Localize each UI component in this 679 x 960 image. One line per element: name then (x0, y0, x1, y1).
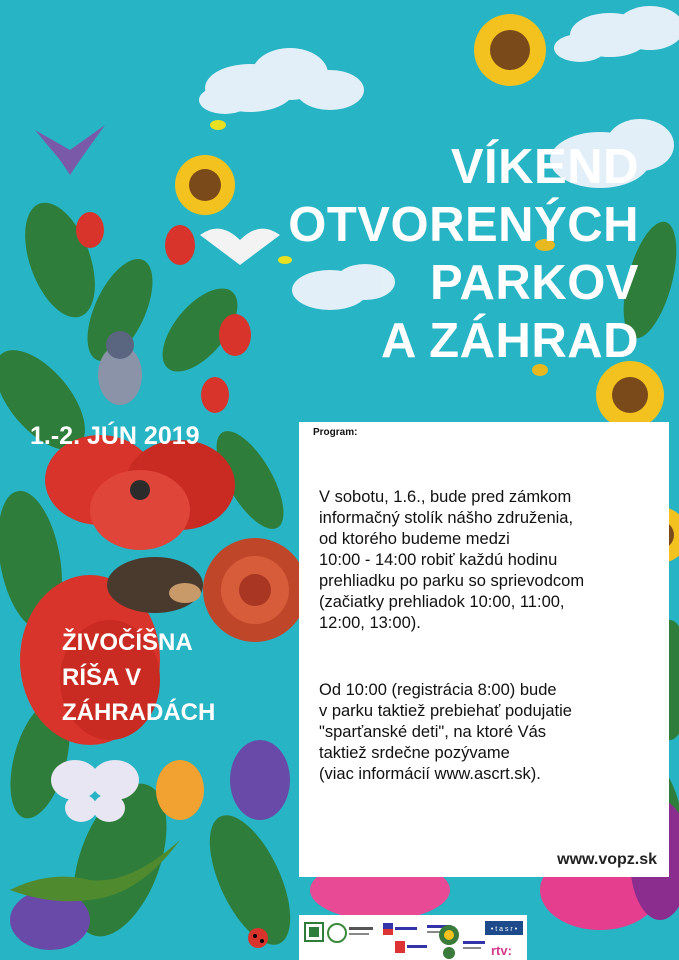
slovak-emblem-logo (395, 941, 427, 953)
program-line: od ktorého budeme medzi (319, 530, 510, 548)
sponsor-logos (299, 915, 527, 960)
swallow (35, 125, 105, 175)
program-label: Program: (313, 427, 358, 438)
ladybug (248, 928, 268, 948)
theme-line: ŽIVOČÍŠNA (62, 629, 193, 656)
rtv-logo (491, 943, 512, 958)
sunflower-top (474, 14, 546, 86)
title-line: VÍKEND (450, 140, 639, 194)
program-paragraph-1 (319, 487, 584, 634)
program-line: 12:00, 13:00). (319, 614, 421, 632)
event-date: 1.-2. JÚN 2019 (30, 422, 200, 450)
program-line: (viac informácií www.ascrt.sk). (319, 765, 541, 783)
program-line: taktiež srdečne pozývame (319, 744, 510, 762)
tasr-logo-text: • t a s r • (490, 926, 518, 933)
theme-line: ZÁHRADÁCH (62, 699, 216, 726)
poppy-top (45, 435, 235, 550)
event-title (288, 138, 639, 370)
program-line: (začiatky prehliadok 10:00, 11:00, (319, 593, 565, 611)
program-line: 10:00 - 14:00 robiť každú hodinu (319, 551, 558, 569)
program-line: prehliadku po parku so sprievodcom (319, 572, 585, 590)
title-line: A ZÁHRAD (380, 314, 639, 368)
marigold (203, 538, 307, 642)
sunflower-left (175, 155, 235, 215)
cloud-top-right (554, 6, 679, 62)
cloud-top-left (199, 48, 364, 114)
program-line: Od 10:00 (registrácia 8:00) bude (319, 681, 557, 699)
website-link[interactable]: www.vopz.sk (557, 851, 657, 868)
vopz-logo (328, 924, 373, 942)
nadacny-fond-logo (305, 923, 323, 941)
ministry-logo-2 (463, 941, 485, 949)
sunflower-right (596, 361, 664, 429)
theme-line: RÍŠA V (62, 664, 142, 691)
program-line: v parku taktiež prebiehať podujatie (319, 702, 572, 720)
title-line: PARKOV (429, 256, 639, 310)
hedgehog (107, 557, 203, 613)
rtv-logo-text: rtv: (491, 943, 512, 958)
green-emblem-logo (443, 947, 455, 959)
program-paragraph-2 (319, 680, 572, 785)
title-line: OTVORENÝCH (288, 198, 639, 252)
bat (200, 229, 280, 265)
ministry-logo (383, 923, 417, 935)
logo-strip (299, 915, 527, 960)
tasr-logo (485, 921, 523, 935)
round-emblem-logo (439, 925, 459, 945)
program-line: V sobotu, 1.6., bude pred zámkom (319, 488, 572, 506)
program-line: informačný stolík nášho združenia, (319, 509, 574, 527)
program-line: "sparťanské deti", na ktoré Vás (319, 723, 547, 741)
program-panel (299, 422, 669, 877)
event-theme (62, 625, 215, 730)
